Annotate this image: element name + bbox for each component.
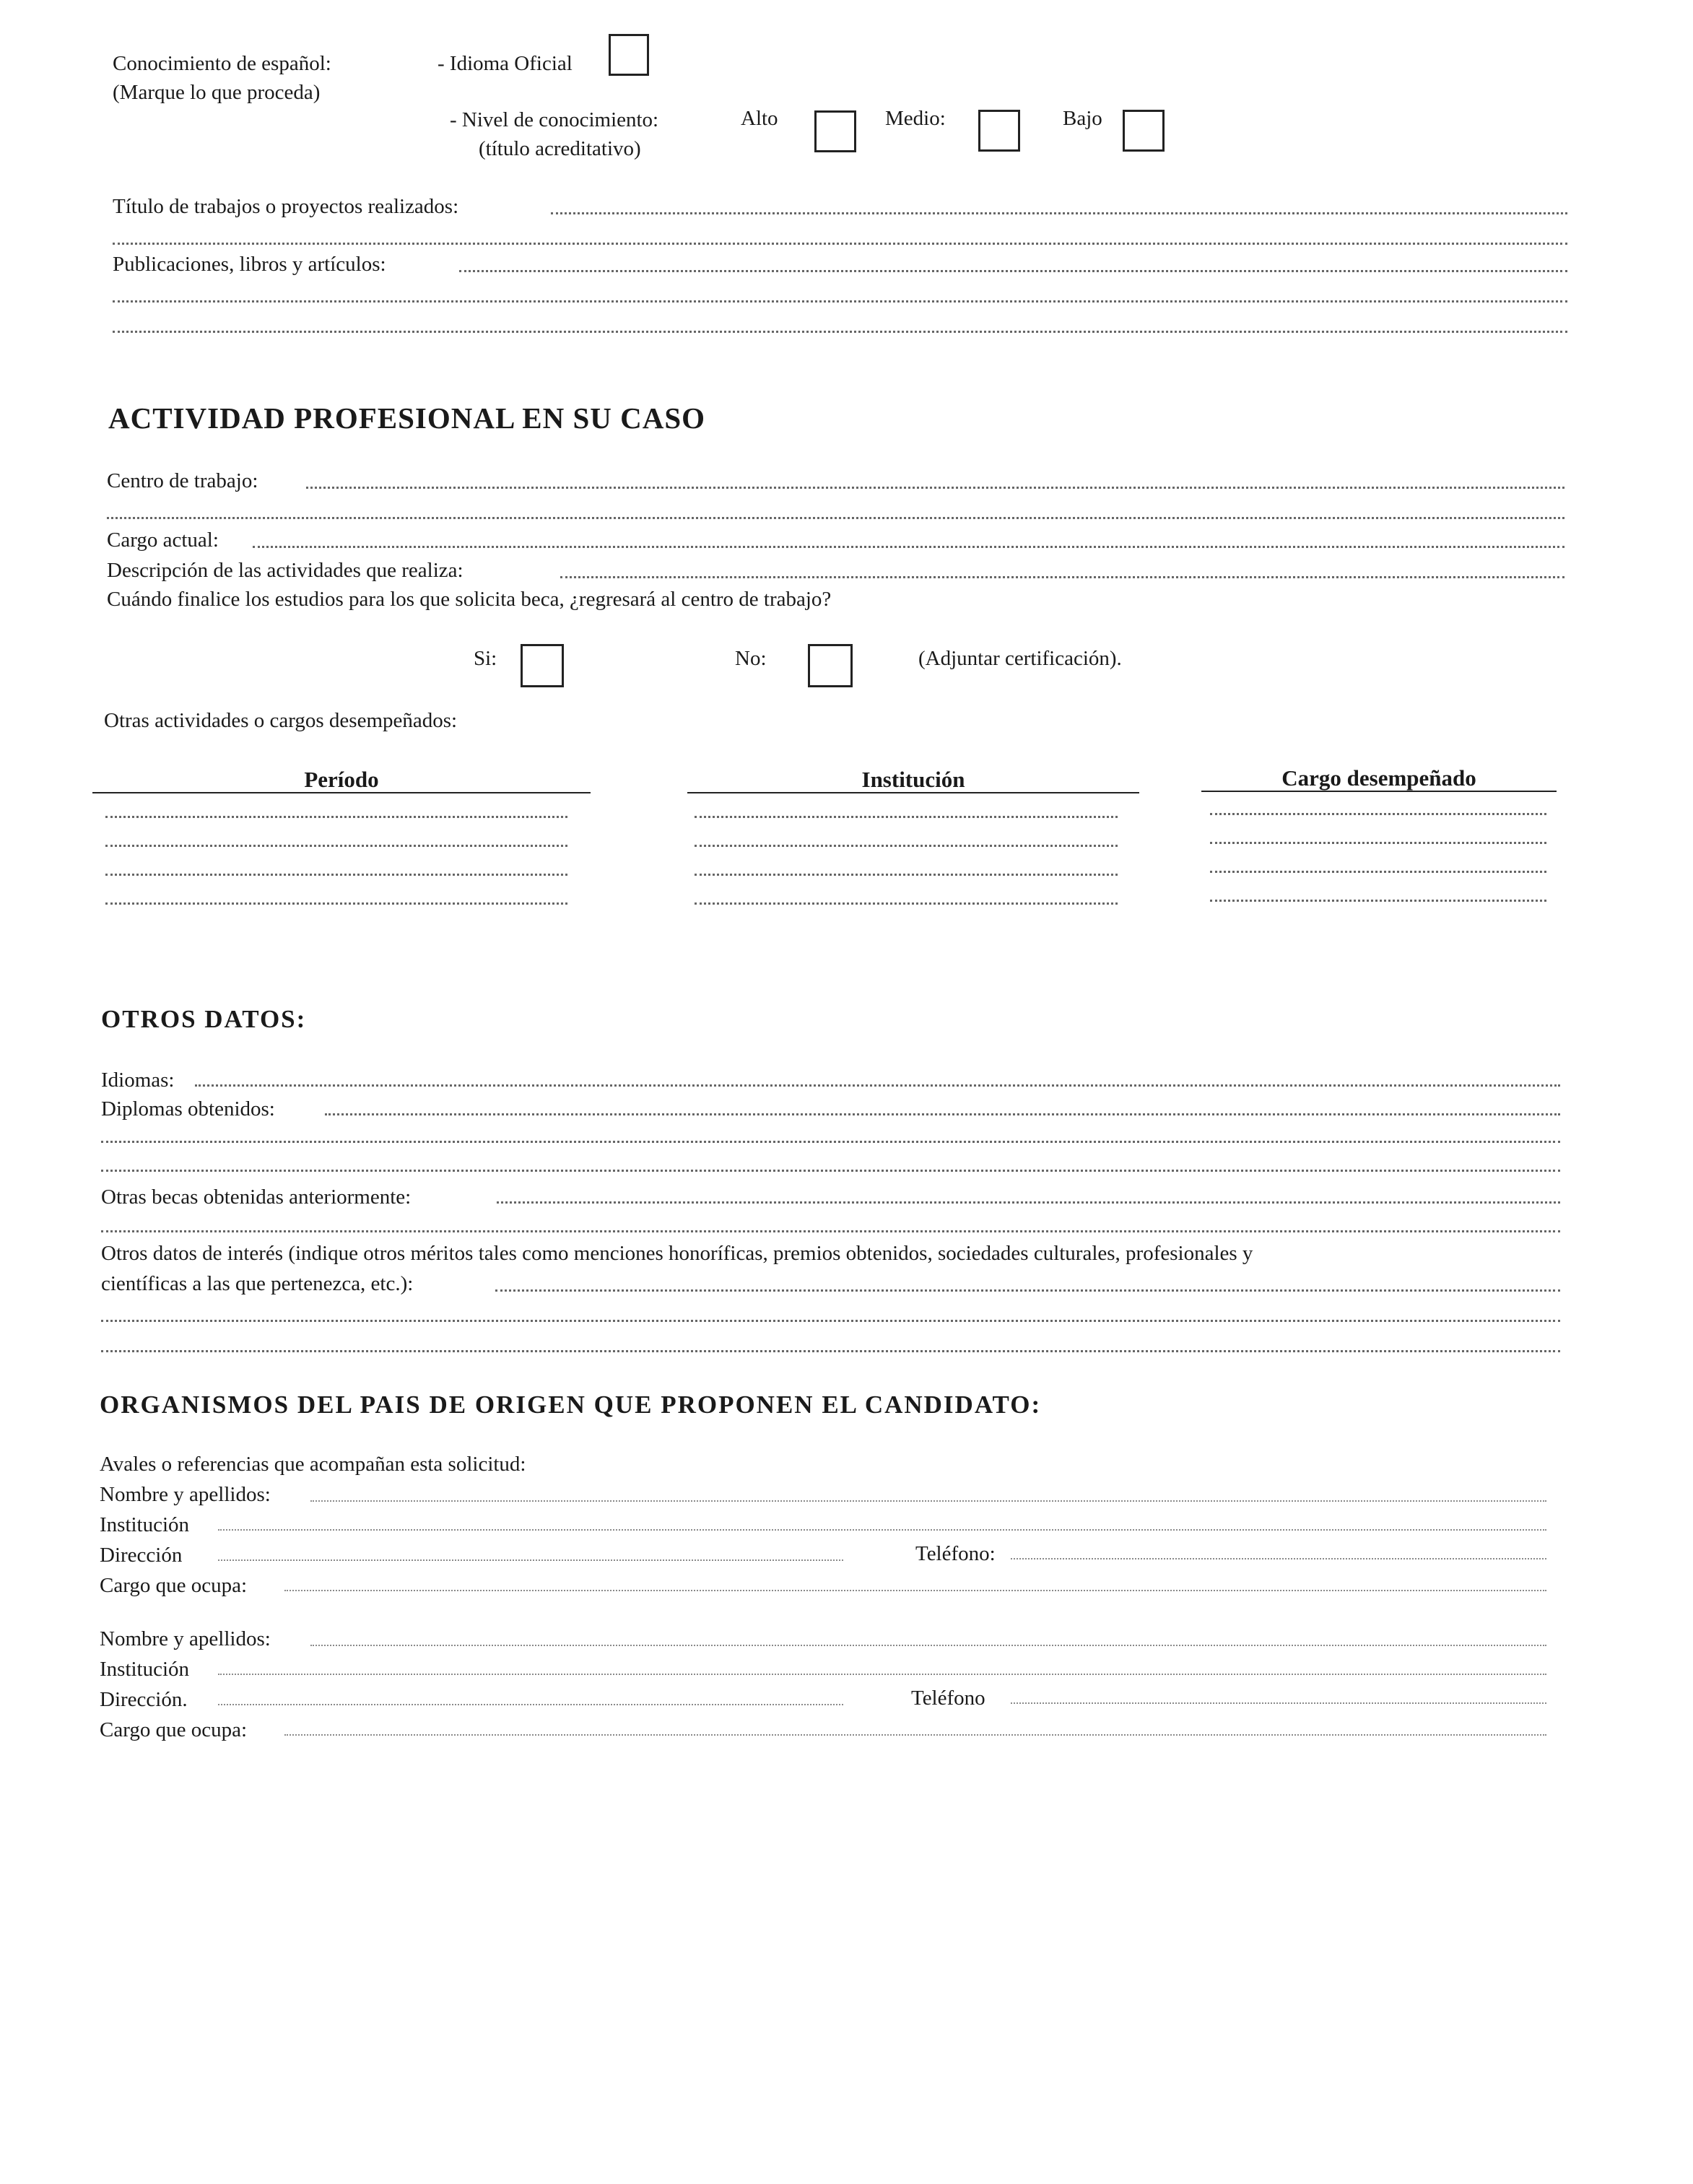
organisms-heading: ORGANISMOS DEL PAIS DE ORIGEN QUE PROPONEN EL CANDIDATO: [100, 1391, 1042, 1419]
attach-note: (Adjuntar certificación). [918, 647, 1122, 670]
institution-field[interactable] [695, 874, 1118, 876]
diplomas-field-line2[interactable] [101, 1141, 1560, 1143]
other-data-heading: OTROS DATOS: [101, 1005, 307, 1033]
column-header-period: Período [304, 767, 379, 792]
references-intro: Avales o referencias que acompañan esta solicitud: [100, 1453, 526, 1476]
spanish-knowledge-note: (Marque lo que proceda) [113, 81, 321, 104]
official-language-label: - Idioma Oficial [438, 52, 573, 75]
diplomas-field[interactable] [325, 1113, 1560, 1115]
interest-label-line2: científicas a las que pertenezca, etc.): [101, 1272, 414, 1295]
description-label: Descripción de las actividades que realiza: [107, 559, 463, 582]
level-note: (título acreditativo) [479, 137, 641, 160]
ref2-phone-label: Teléfono [911, 1687, 985, 1710]
level-medium-checkbox[interactable] [978, 110, 1020, 152]
column-header-position: Cargo desempeñado [1281, 765, 1476, 791]
publications-label: Publicaciones, libros y artículos: [113, 253, 386, 276]
ref2-address-label: Dirección. [100, 1688, 188, 1711]
other-activities-label: Otras actividades o cargos desempeñados: [104, 709, 458, 732]
professional-heading: ACTIVIDAD PROFESIONAL EN SU CASO [108, 401, 706, 435]
column-underline-position [1201, 791, 1557, 792]
ref1-address-field[interactable] [218, 1559, 843, 1561]
institution-field[interactable] [695, 816, 1118, 818]
diplomas-field-line3[interactable] [101, 1170, 1560, 1172]
interest-field-line2[interactable] [101, 1320, 1560, 1322]
period-field[interactable] [105, 874, 567, 876]
level-label: - Nivel de conocimiento: [450, 108, 659, 131]
ref2-address-field[interactable] [218, 1704, 843, 1705]
workplace-field-line2[interactable] [107, 517, 1564, 519]
ref2-institution-field[interactable] [218, 1674, 1546, 1675]
return-no-label: No: [735, 647, 767, 670]
works-titles-field-line2[interactable] [113, 243, 1567, 245]
publications-field-line3[interactable] [113, 331, 1567, 333]
works-titles-label: Título de trabajos o proyectos realizados: [113, 195, 459, 218]
ref2-name-label: Nombre y apellidos: [100, 1627, 271, 1650]
institution-field[interactable] [695, 845, 1118, 847]
ref1-phone-field[interactable] [1011, 1558, 1546, 1559]
level-high-label: Alto [741, 107, 778, 130]
position-field[interactable] [253, 546, 1564, 548]
interest-field[interactable] [495, 1289, 1560, 1292]
interest-label-line1: Otros datos de interés (indique otros méritos tales como menciones honoríficas, premios obtenidos, sociedades culturales, profesionales y [101, 1242, 1253, 1265]
ref1-institution-label: Institución [100, 1513, 190, 1536]
diplomas-label: Diplomas obtenidos: [101, 1097, 275, 1121]
level-low-checkbox[interactable] [1123, 110, 1165, 152]
column-header-institution: Institución [861, 767, 965, 792]
ref1-position-field[interactable] [284, 1590, 1546, 1591]
return-yes-label: Si: [474, 647, 497, 670]
scholarships-field[interactable] [497, 1201, 1560, 1204]
column-underline-institution [687, 792, 1139, 793]
return-question: Cuándo finalice los estudios para los que solicita beca, ¿regresará al centro de trabajo? [107, 588, 832, 611]
interest-field-line3[interactable] [101, 1350, 1560, 1352]
position-held-field[interactable] [1210, 871, 1546, 873]
position-held-field[interactable] [1210, 900, 1546, 902]
ref1-institution-field[interactable] [218, 1529, 1546, 1531]
ref1-name-field[interactable] [310, 1500, 1546, 1502]
level-low-label: Bajo [1063, 107, 1102, 130]
languages-label: Idiomas: [101, 1069, 175, 1092]
ref1-address-label: Dirección [100, 1544, 183, 1567]
position-label: Cargo actual: [107, 528, 219, 552]
ref2-position-label: Cargo que ocupa: [100, 1718, 248, 1741]
ref2-name-field[interactable] [310, 1645, 1546, 1646]
institution-field[interactable] [695, 902, 1118, 905]
works-titles-field[interactable] [551, 212, 1567, 214]
official-language-checkbox[interactable] [609, 34, 649, 76]
scholarships-field-line2[interactable] [101, 1230, 1560, 1232]
ref2-institution-label: Institución [100, 1658, 190, 1681]
position-held-field[interactable] [1210, 842, 1546, 844]
publications-field[interactable] [459, 270, 1567, 272]
ref1-phone-label: Teléfono: [915, 1542, 996, 1565]
period-field[interactable] [105, 816, 567, 818]
ref1-position-label: Cargo que ocupa: [100, 1574, 248, 1597]
return-yes-checkbox[interactable] [521, 644, 564, 687]
column-underline-period [92, 792, 591, 793]
publications-field-line2[interactable] [113, 300, 1567, 303]
ref1-name-label: Nombre y apellidos: [100, 1483, 271, 1506]
ref2-phone-field[interactable] [1011, 1702, 1546, 1704]
position-held-field[interactable] [1210, 813, 1546, 815]
period-field[interactable] [105, 902, 567, 905]
return-no-checkbox[interactable] [808, 644, 853, 687]
workplace-label: Centro de trabajo: [107, 469, 258, 492]
level-medium-label: Medio: [885, 107, 946, 130]
spanish-knowledge-label: Conocimiento de español: [113, 52, 331, 75]
workplace-field[interactable] [306, 487, 1564, 489]
description-field[interactable] [560, 576, 1564, 578]
period-field[interactable] [105, 845, 567, 847]
ref2-position-field[interactable] [284, 1734, 1546, 1736]
level-high-checkbox[interactable] [814, 110, 856, 152]
languages-field[interactable] [195, 1084, 1560, 1087]
scholarships-label: Otras becas obtenidas anteriormente: [101, 1185, 412, 1209]
